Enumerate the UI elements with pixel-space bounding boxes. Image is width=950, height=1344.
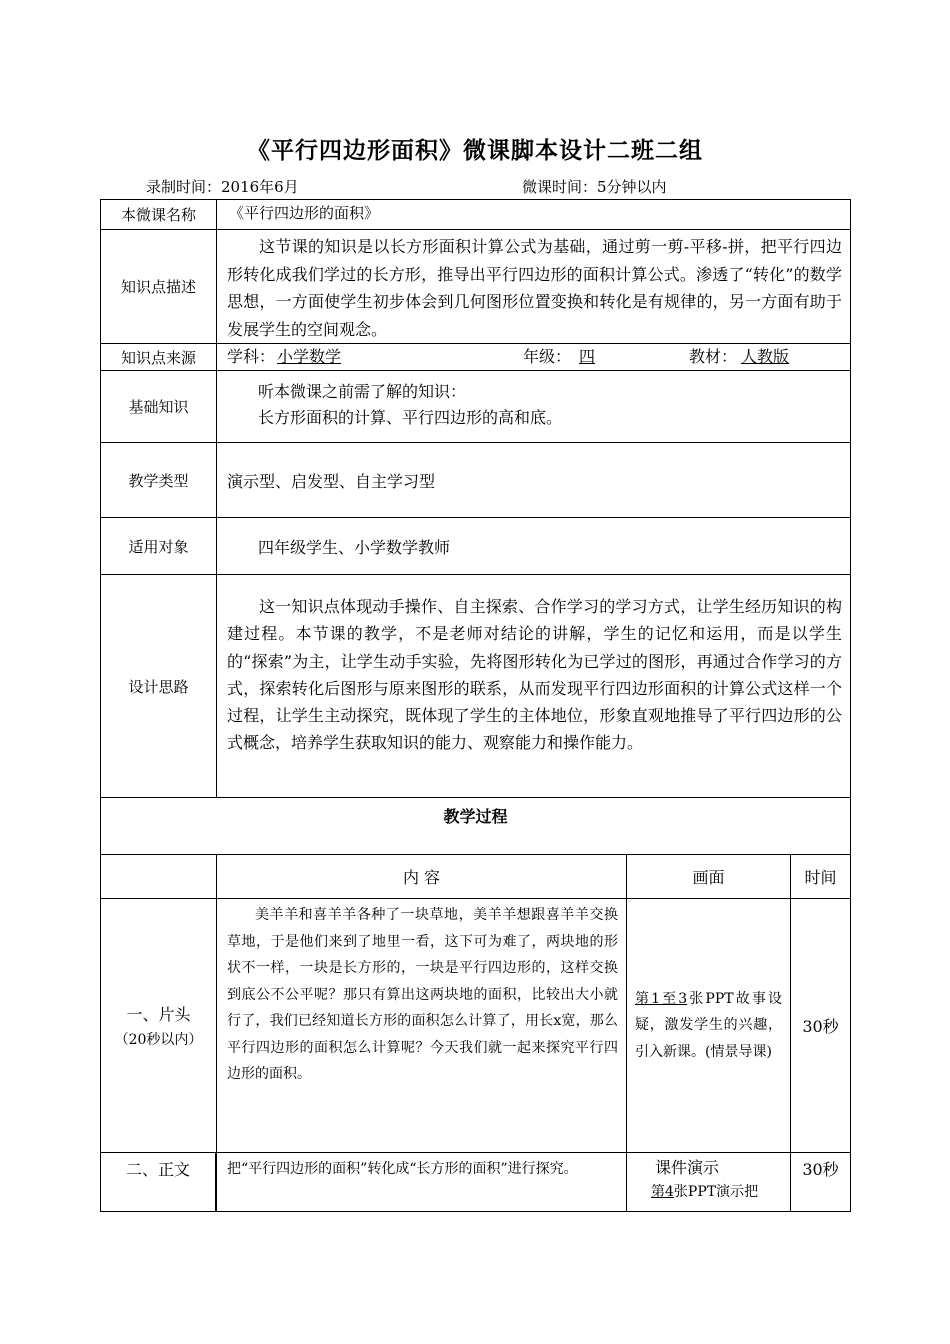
stage-cell: [101, 899, 217, 1152]
script-table: [100, 199, 851, 1212]
stage-label: 二、正文: [101, 1153, 216, 1211]
col-screen-header: 画面: [626, 855, 790, 898]
row-lesson-name: [101, 200, 850, 230]
row-label: 基础知识: [101, 371, 217, 442]
lesson-duration: 微课时间：5分钟以内: [522, 178, 667, 196]
audience-value: 四年级学生、小学数学教师: [258, 537, 451, 557]
step-content: 把“平行四边形的面积”转化成“长方形的面积”进行探究。: [227, 1161, 578, 1177]
step-screen-text: 张PPT故事设疑，激发学生的兴趣，引入新课。(情景导课): [635, 990, 782, 1060]
basics-line-2: 长方形面积的计算、平行四边形的高和底。: [258, 408, 563, 427]
teaching-type-value: 演示型、启发型、自主学习型: [227, 471, 436, 491]
step-screen-title: 课件演示: [655, 1158, 720, 1177]
row-source: [101, 344, 850, 371]
row-audience: [101, 518, 850, 575]
grade-value: 四: [579, 347, 596, 366]
process-heading: 教学过程: [443, 807, 508, 826]
row-label: 教学类型: [101, 443, 217, 517]
stage-label: 一、片头: [126, 1005, 191, 1024]
textbook-value: 人教版: [741, 347, 790, 366]
lesson-name-value: 《平行四边形的面积》: [229, 204, 380, 222]
row-label: 知识点来源: [101, 344, 217, 370]
step-screen-text: 张PPT演示把: [673, 1184, 759, 1200]
row-label: 本微课名称: [101, 200, 217, 229]
subject-label: 学科：: [227, 347, 276, 366]
record-time: 录制时间：2016年6月: [146, 178, 299, 196]
row-basics: [101, 371, 850, 443]
step-screen-slides: 第1至3: [635, 990, 688, 1007]
step-screen-slides: 第4: [651, 1184, 674, 1200]
design-text: 这一知识点体现动手操作、自主探索、合作学习的学习方式，让学生经历知识的构建过程。本节课的教学，不是老师对结论的讲解，学生的记忆和运用，而是以学生的“探索”为主，让学生动手实验，先将图形转化为已学过的图形，再通过合作学习的方式，探索转化后图形与原来图形的联系，从而发现平行四边形面积的计算公式这样一个过程，让学生主动探究，既体现了学生的主体地位，形象直观地推导了平行四边形的公式概念，培养学生获取知识的能力、观察能力和操作能力。: [227, 597, 842, 753]
textbook-label: 教材：: [689, 347, 738, 366]
stage-note: （20秒以内）: [114, 1032, 203, 1048]
process-step-row: [101, 1153, 850, 1211]
grade-label: 年级：: [523, 347, 572, 366]
description-text: 这节课的知识是以长方形面积计算公式为基础，通过剪一剪-平移-拼，把平行四边形转化成我们学过的长方形，推导出平行四边形的面积计算公式。渗透了“转化”的数学思想，一方面使学生初步体会到几何图形位置变换和转化是有规律的，另一方面有助于发展学生的空间观念。: [227, 237, 842, 339]
row-design: [101, 575, 850, 798]
row-label: 适用对象: [101, 518, 217, 574]
process-step-row: [101, 899, 850, 1153]
row-process-heading: [101, 798, 850, 855]
subject-value: 小学数学: [277, 347, 342, 366]
row-description: [101, 230, 850, 344]
process-header-row: [101, 855, 850, 899]
col-content-header: 内 容: [216, 855, 626, 898]
step-screen: [635, 986, 782, 1066]
page-title: 《平行四边形面积》微课脚本设计二班二组: [247, 137, 703, 164]
col-time-header: 时间: [790, 855, 850, 898]
row-label: 设计思路: [101, 575, 217, 797]
basics-line-1: 听本微课之前需了解的知识：: [258, 382, 467, 401]
step-time: 30秒: [790, 899, 850, 1152]
step-content: 美羊羊和喜羊羊各种了一块草地，美羊羊想跟喜羊羊交换草地，于是他们来到了地里一看，这下可为难了，两块地的形状不一样，一块是长方形的，一块是平行四边形的，这样交换到底公不公平呢？那只有算出这两块地的面积，比较出大小就行了，我们已经知道长方形的面积怎么计算了，用长x宽，那么平行四边形的面积怎么计算呢？今天我们就一起来探究平行四边形的面积。: [227, 907, 618, 1082]
step-screen: [637, 1180, 784, 1204]
row-teaching-type: [101, 443, 850, 518]
row-label: 知识点描述: [101, 230, 217, 343]
step-time: 30秒: [790, 1153, 850, 1211]
